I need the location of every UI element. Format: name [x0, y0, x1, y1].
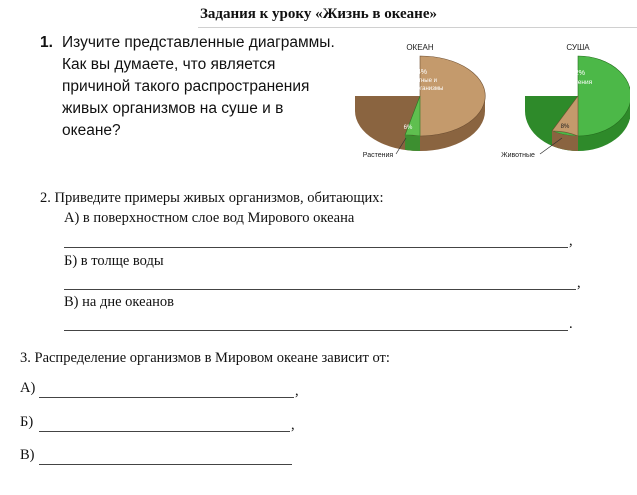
- page-title: Задания к уроку «Жизнь в океане»: [200, 6, 437, 22]
- ocean-plants-value: 6%: [403, 125, 413, 131]
- answer-line-3a[interactable]: [39, 397, 294, 398]
- question-1-number: 1.: [40, 34, 53, 51]
- land-plants-value: 92%: [570, 70, 586, 77]
- question-2-heading: 2. Приведите примеры живых организмов, обитающих:: [40, 190, 384, 206]
- question-2-c: В) на дне океанов: [64, 294, 174, 310]
- answer-2a-comma: ,: [569, 233, 573, 249]
- answer-3b-comma: ,: [291, 417, 295, 433]
- land-title: СУША: [566, 43, 590, 52]
- question-3-heading: 3. Распределение организмов в Мировом океане зависит от:: [20, 350, 390, 366]
- question-1-text: Изучите представленные диаграммы. Как вы думаете, что является причиной такого распространения живых организмов на суше и в океане?: [62, 34, 335, 139]
- question-3-c: В): [20, 447, 35, 463]
- answer-line-2a[interactable]: [64, 247, 568, 248]
- ocean-animals-value: 94%: [412, 69, 428, 76]
- question-3-a: А): [20, 380, 36, 396]
- answer-line-3b[interactable]: [39, 431, 290, 432]
- land-animals-value: 8%: [560, 124, 570, 130]
- answer-line-2b[interactable]: [64, 289, 576, 290]
- answer-2b-comma: ,: [577, 275, 581, 291]
- question-2-a: А) в поверхностном слое вод Мирового океана: [64, 210, 355, 226]
- question-2-b: Б) в толще воды: [64, 253, 164, 269]
- answer-line-2c[interactable]: [64, 330, 568, 331]
- ocean-title: ОКЕАН: [406, 43, 434, 52]
- question-3-b: Б): [20, 414, 34, 430]
- land-plants-label: Растения: [563, 79, 593, 86]
- pie-charts: [350, 38, 630, 173]
- ocean-animals-label-2: микроорганизмы: [396, 86, 444, 92]
- land-animals-label: Животные: [501, 152, 535, 159]
- question-1: [40, 32, 340, 142]
- ocean-animals-label-1: Животные и: [403, 78, 437, 84]
- ocean-side-plants: [405, 135, 420, 151]
- answer-2c-period: .: [569, 316, 573, 332]
- answer-3a-comma: ,: [295, 383, 299, 399]
- title-underline: [198, 27, 637, 28]
- ocean-plants-label: Растения: [362, 152, 394, 159]
- answer-line-3c[interactable]: [39, 464, 292, 465]
